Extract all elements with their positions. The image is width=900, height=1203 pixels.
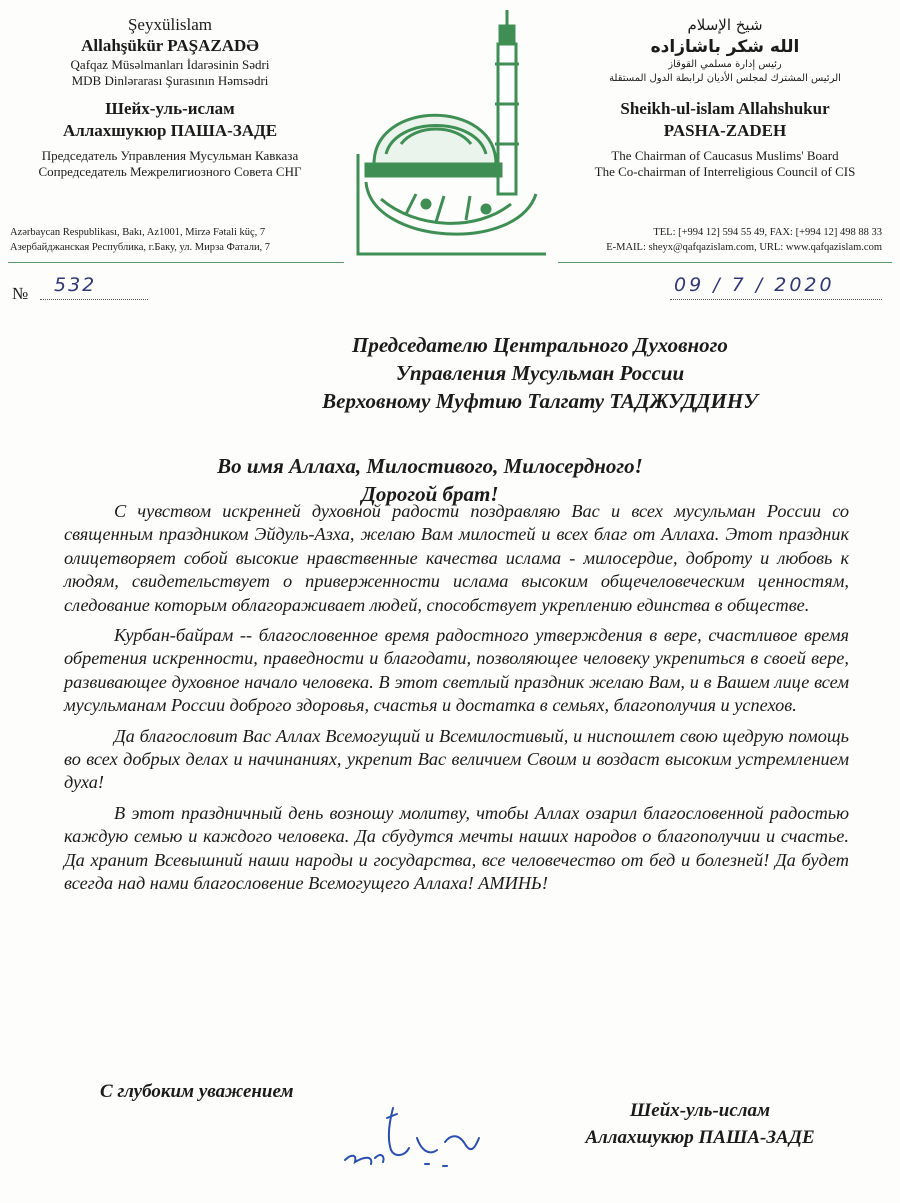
title-en: Sheikh-ul-islam Allahshukur <box>620 99 830 118</box>
role1-az: Qafqaz Müsəlmanları İdarəsinin Sədri <box>70 57 270 72</box>
header-divider-left <box>8 262 344 263</box>
name-az: Allahşükür PAŞAZADƏ <box>81 36 259 55</box>
body-paragraph: В этот праздничный день возношу молитву, чтобы Аллах озарил благословенной радостью каждую семью и каждого человека. Да сбудутся мечты наших народов о благополучии и счастье. Да хранит Всевышний наши народы и государства, все человечество от бед и болезней! Да будет всегда над нами благословение Всемогущего Аллаха! АМИНЬ! <box>64 802 849 894</box>
contact-block <box>560 225 882 255</box>
address-az: Azərbaycan Respublikası, Bakı, Az1001, Mirzə Fətali küç, 7 <box>10 227 266 238</box>
title-az: Şeyxülislam <box>127 15 213 34</box>
addressee-line: Управления Мусульман России <box>395 361 685 385</box>
role1-en: The Chairman of Caucasus Muslims' Board <box>611 148 839 163</box>
date-underline <box>670 299 882 300</box>
letterhead-right <box>560 14 890 180</box>
role1-ar: رئيس إدارة مسلمي القوقاز <box>668 59 782 70</box>
addressee-block <box>240 331 840 415</box>
invocation: Во имя Аллаха, Милостивого, Милосердного! <box>217 454 643 478</box>
greeting: Дорогой брат! <box>361 482 499 506</box>
closing-regards: С глубоким уважением <box>100 1081 294 1102</box>
address-ru: Азербайджанская Республика, г.Баку, ул. Мирза Фатали, 7 <box>10 242 271 253</box>
role2-az: MDB Dinlərarası Şurasının Həmsədri <box>71 73 269 88</box>
name-en: PASHA-ZADEH <box>663 121 787 140</box>
signer-name: Аллахшукюр ПАША-ЗАДЕ <box>585 1127 815 1148</box>
letter-date: 09 / 7 / 2020 <box>674 274 835 296</box>
phone-fax: TEL: [+994 12] 594 55 49, FAX: [+994 12] 498 88 33 <box>653 227 882 238</box>
letterhead-left <box>0 14 340 180</box>
body-paragraph: С чувством искренней духовной радости поздравляю Вас и всех мусульман России со священным праздником Эйдуль-Азха, желаю Вам милостей и всех благ от Аллаха. Этот праздник олицетворяет собой высокие нравственные качества ислама - милосердие, доброту и любовь к людям, свидетельствует о приверженности ислама высоким общечеловеческим ценностям, следование которым облагораживает людей, способствует укреплению единства в обществе. <box>64 501 849 615</box>
role2-ru: Сопредседатель Межрелигиозного Совета СНГ <box>38 164 302 179</box>
address-block <box>10 225 330 255</box>
role2-en: The Co-chairman of Interreligious Council of CIS <box>594 164 856 179</box>
signer-title: Шейх-уль-ислам <box>629 1100 771 1121</box>
signer-block <box>520 1097 880 1151</box>
body-paragraph: Курбан-байрам -- благословенное время радостного утверждения в вере, счастливое время обретения искренности, праведности и благодати, позволяющее человеку укрепиться в своей вере, развивающее духовное начало человека. В этот светлый праздник желаю Вам, и в Вашем лице всем мусульманам России доброго здоровья, счастья и достатка в семьях, благополучия и успехов. <box>64 625 849 716</box>
body-paragraph: Да благословит Вас Аллах Всемогущий и Всемилостивый, и ниспошлет свою щедрую помощь во всех добрых делах и начинаниях, укрепит Вас величием Своим и воздаст высоким устремлением духа! <box>64 725 849 793</box>
title-ru: Шейх-уль-ислам <box>105 99 235 118</box>
handwritten-signature <box>325 1098 485 1178</box>
letter-number: 532 <box>54 274 97 296</box>
name-ru: Аллахшукюр ПАША-ЗАДЕ <box>62 121 278 140</box>
number-label: № <box>12 284 29 303</box>
role1-ru: Председатель Управления Мусульман Кавказа <box>41 148 299 163</box>
header-divider-right <box>558 262 892 263</box>
addressee-line: Верховному Муфтию Талгату ТАДЖУДДИНУ <box>322 389 758 413</box>
addressee-line: Председателю Центрального Духовного <box>352 333 728 357</box>
letter-body <box>64 500 849 903</box>
title-ar: شيخ الإسلام <box>687 16 763 34</box>
mosque-emblem-icon <box>346 4 556 274</box>
email-url: E-MAIL: sheyx@qafqazislam.com, URL: www.qafqazislam.com <box>606 242 882 253</box>
role2-ar: الرئيس المشترك لمجلس الأديان لرابطة الدول المستقلة <box>609 73 841 84</box>
number-underline <box>40 299 148 300</box>
name-ar: الله شكر باشازاده <box>650 37 800 57</box>
